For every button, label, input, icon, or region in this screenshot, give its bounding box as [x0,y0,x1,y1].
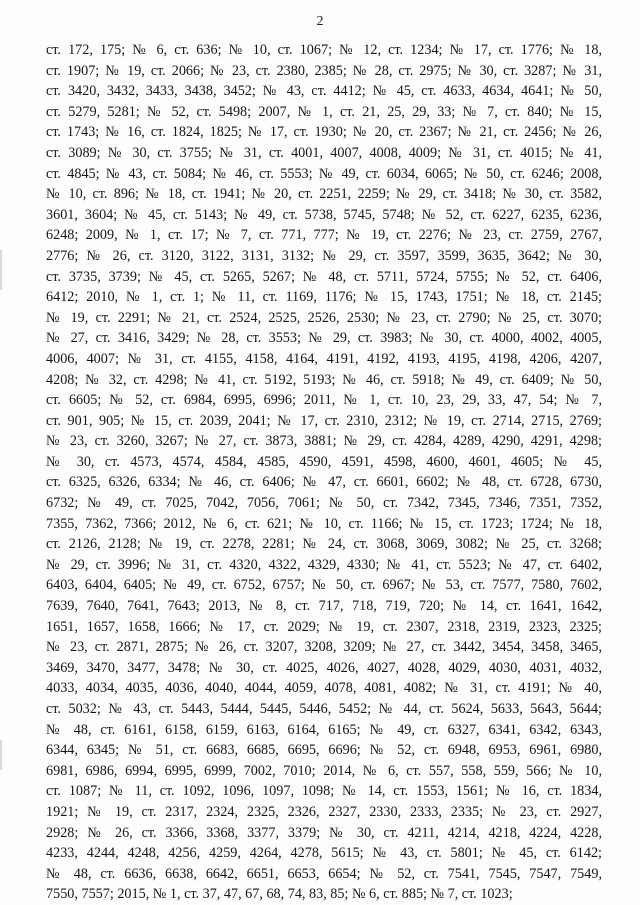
text-line: 6732; № 49, ст. 7025, 7042, 7056, 7061; № 50, ст. 7342, 7345, 7346, 7351, 7352, [46,495,602,512]
text-line: 4233, 4244, 4248, 4256, 4259, 4264, 4278, 5615; № 43, ст. 5801; № 45, ст. 6142; [46,845,602,862]
text-line: № 19, ст. 2291; № 21, ст. 2524, 2525, 2526, 2530; № 23, ст. 2790; № 25, ст. 3070; [46,309,602,326]
text-line: 4208; № 32, ст. 4298; № 41, ст. 5192, 5193; № 46, ст. 5918; № 49, ст. 6409; № 50, [46,371,602,388]
text-line: ст. 3735, 3739; № 45, ст. 5265, 5267; № 48, ст. 5711, 5724, 5755; № 52, ст. 6406, [46,268,602,285]
text-line: 7550, 7557; 2015, № 1, ст. 37, 47, 67, 68, 74, 83, 85; № 6, ст. 885; № 7, ст. 1023; [46,886,513,903]
text-line: ст. 1087; № 11, ст. 1092, 1096, 1097, 1098; № 14, ст. 1553, 1561; № 16, ст. 1834, [46,783,602,800]
text-line: № 23, ст. 3260, 3267; № 27, ст. 3873, 3881; № 29, ст. 4284, 4289, 4290, 4291, 4298; [46,433,602,450]
text-line: ст. 3420, 3432, 3433, 3438, 3452; № 43, ст. 4412; № 45, ст. 4633, 4634, 4641; № 50, [46,83,602,100]
text-line: № 27, ст. 3416, 3429; № 28, ст. 3553; № 29, ст. 3983; № 30, ст. 4000, 4002, 4005, [46,330,602,347]
text-line: ст. 4845; № 43, ст. 5084; № 46, ст. 5553; № 49, ст. 6034, 6065; № 50, ст. 6246; 2008, [46,165,602,182]
scan-edge-mark [0,740,2,770]
text-line: ст. 901, 905; № 15, ст. 2039, 2041; № 17, ст. 2310, 2312; № 19, ст. 2714, 2715, 2769; [46,412,602,429]
text-line: ст. 6605; № 52, ст. 6984, 6995, 6996; 2011, № 1, ст. 10, 23, 29, 33, 47, 54; № 7, [46,392,602,409]
text-line: № 10, ст. 896; № 18, ст. 1941; № 20, ст. 2251, 2259; № 29, ст. 3418; № 30, ст. 3582, [46,186,602,203]
text-line: 7639, 7640, 7641, 7643; 2013, № 8, ст. 717, 718, 719, 720; № 14, ст. 1641, 1642, [46,598,602,615]
page-number: 2 [316,14,324,29]
text-line: ст. 5279, 5281; № 52, ст. 5498; 2007, № 1, ст. 21, 25, 29, 33; № 7, ст. 840; № 15, [46,103,602,120]
text-line: ст. 5032; № 43, ст. 5443, 5444, 5445, 5446, 5452; № 44, ст. 5624, 5633, 5643, 5644; [46,701,602,717]
text-line: ст. 1743; № 16, ст. 1824, 1825; № 17, ст. 1930; № 20, ст. 2367; № 21, ст. 2456; № 26, [46,124,602,141]
text-line: ст. 2126, 2128; № 19, ст. 2278, 2281; № 24, ст. 3068, 3069, 3082; № 25, ст. 3268; [46,536,602,553]
text-line: 1651, 1657, 1658, 1666; № 17, ст. 2029; № 19, ст. 2307, 2318, 2319, 2323, 2325; [46,618,602,635]
text-line: ст. 172, 175; № 6, ст. 636; № 10, ст. 1067; № 12, ст. 1234; № 17, ст. 1776; № 18, [46,42,602,58]
text-line: 2928; № 26, ст. 3366, 3368, 3377, 3379; № 30, ст. 4211, 4214, 4218, 4224, 4228, [46,824,602,841]
text-line: ст. 1907; № 19, ст. 2066; № 23, ст. 2380, 2385; № 28, ст. 2975; № 30, ст. 3287; № 31, [46,62,602,79]
text-line: 6981, 6986, 6994, 6995, 6999, 7002, 7010; 2014, № 6, ст. 557, 558, 559, 566; № 10, [46,762,602,779]
text-line: 6344, 6345; № 51, ст. 6683, 6685, 6695, 6696; № 52, ст. 6948, 6953, 6961, 6980, [46,742,602,759]
text-line: 3601, 3604; № 45, ст. 5143; № 49, ст. 5738, 5745, 5748; № 52, ст. 6227, 6235, 6236, [46,206,602,223]
body-text [46,40,602,905]
text-line: № 48, ст. 6636, 6638, 6642, 6651, 6653, 6654; № 52, ст. 7541, 7545, 7547, 7549, [46,865,602,882]
text-line: № 29, ст. 3996; № 31, ст. 4320, 4322, 4329, 4330; № 41, ст. 5523; № 47, ст. 6402, [46,556,602,573]
scan-edge-mark [0,250,2,290]
text-line: № 30, ст. 4573, 4574, 4584, 4585, 4590, 4591, 4598, 4600, 4601, 4605; № 45, [46,453,602,470]
text-line: 4033, 4034, 4035, 4036, 4040, 4044, 4059, 4078, 4081, 4082; № 31, ст. 4191; № 40, [46,680,602,697]
text-line: 6403, 6404, 6405; № 49, ст. 6752, 6757; № 50, ст. 6967; № 53, ст. 7577, 7580, 7602, [46,577,602,594]
text-line: ст. 6325, 6326, 6334; № 46, ст. 6406; № 47, ст. 6601, 6602; № 48, ст. 6728, 6730, [46,474,602,491]
text-line: 6248; 2009, № 1, ст. 17; № 7, ст. 771, 777; № 19, ст. 2276; № 23, ст. 2759, 2767, [46,227,602,244]
text-line: ст. 3089; № 30, ст. 3755; № 31, ст. 4001, 4007, 4008, 4009; № 31, ст. 4015; № 41, [46,144,602,161]
text-line: 6412; 2010, № 1, ст. 1; № 11, ст. 1169, 1176; № 15, 1743, 1751; № 18, ст. 2145; [46,289,602,306]
text-line: 4006, 4007; № 31, ст. 4155, 4158, 4164, 4191, 4192, 4193, 4195, 4198, 4206, 4207, [46,350,602,367]
text-line: 3469, 3470, 3477, 3478; № 30, ст. 4025, 4026, 4027, 4028, 4029, 4030, 4031, 4032, [46,659,602,676]
text-line: № 48, ст. 6161, 6158, 6159, 6163, 6164, 6165; № 49, ст. 6327, 6341, 6342, 6343, [46,721,602,738]
text-line: 1921; № 19, ст. 2317, 2324, 2325, 2326, 2327, 2330, 2333, 2335; № 23, ст. 2927, [46,803,602,820]
text-line: 2776; № 26, ст. 3120, 3122, 3131, 3132; № 29, ст. 3597, 3599, 3635, 3642; № 30, [46,247,602,264]
text-line: 7355, 7362, 7366; 2012, № 6, ст. 621; № 10, ст. 1166; № 15, ст. 1723; 1724; № 18, [46,515,602,532]
text-line: № 23, ст. 2871, 2875; № 26, ст. 3207, 3208, 3209; № 27, ст. 3442, 3454, 3458, 3465, [46,639,602,656]
